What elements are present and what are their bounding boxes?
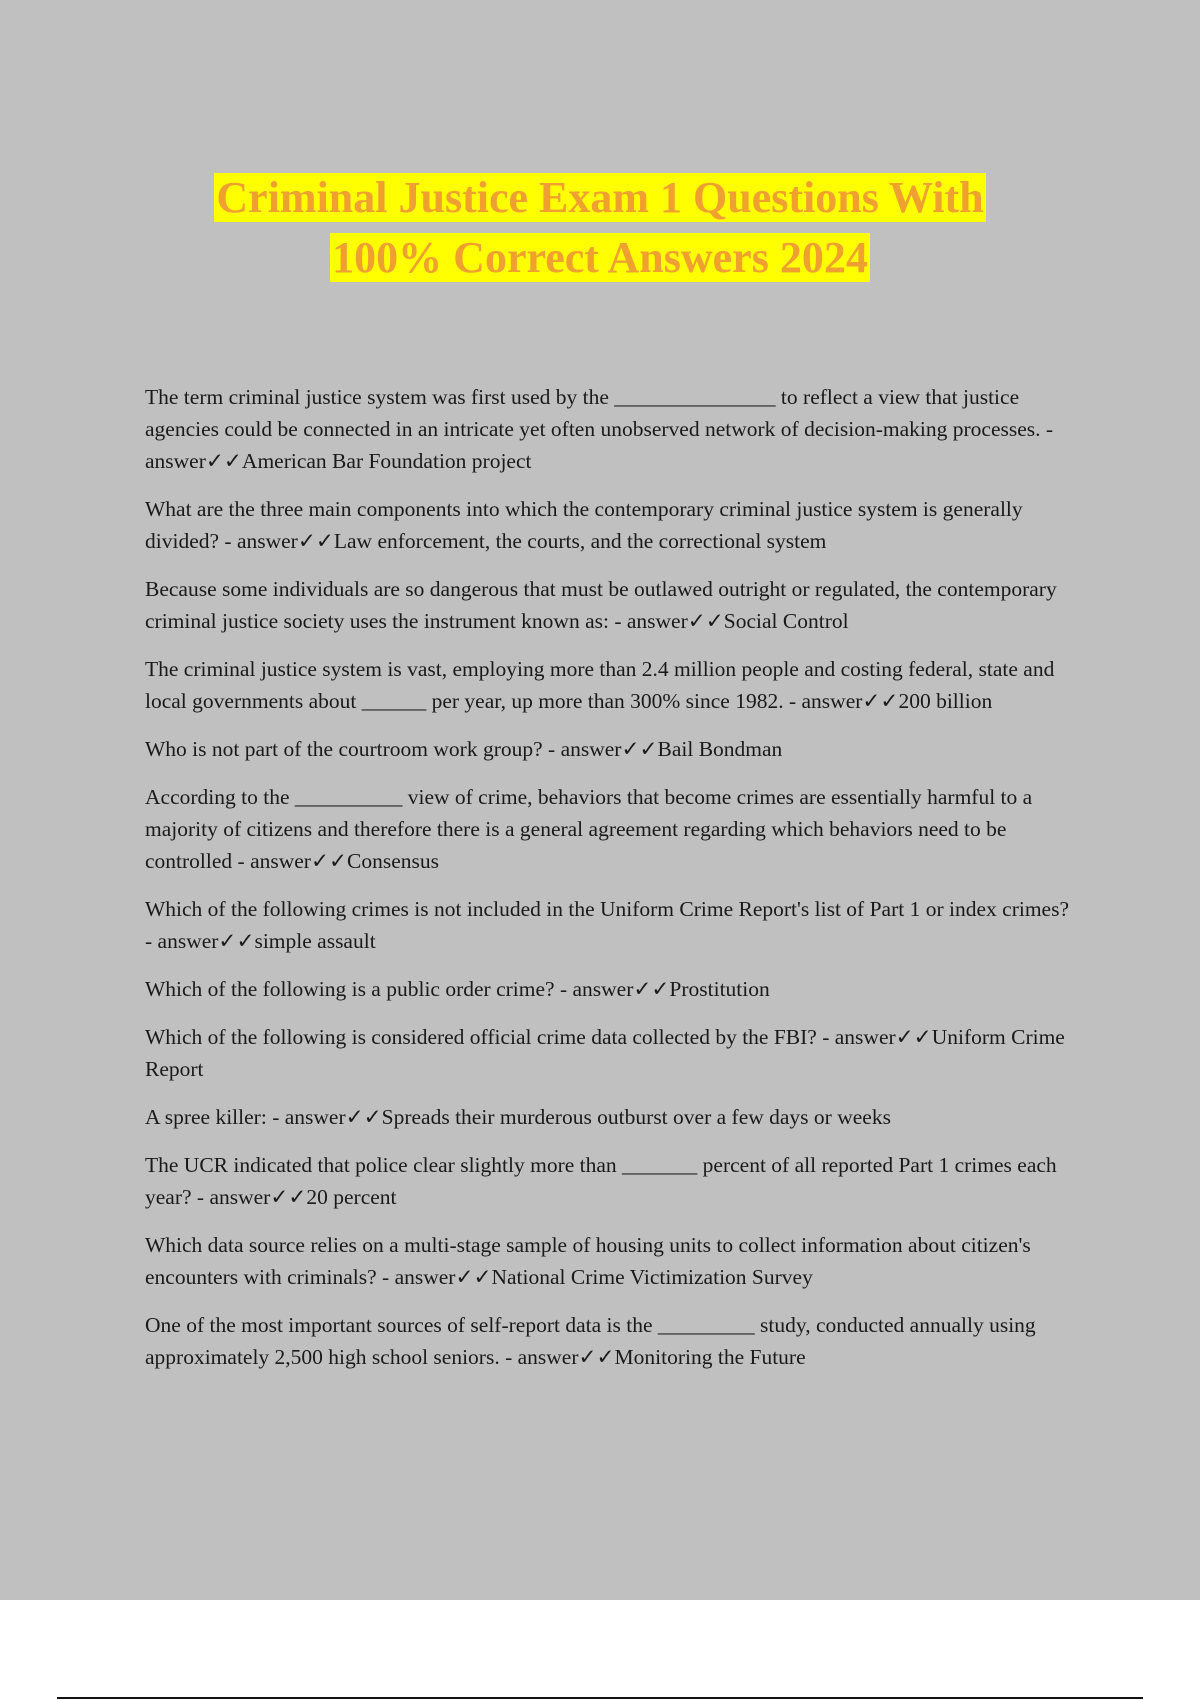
answer-text: Bail Bondman: [657, 737, 783, 761]
answer-text: Monitoring the Future: [614, 1345, 806, 1369]
qa-item: [145, 893, 1080, 957]
question-text: Who is not part of the courtroom work group?: [145, 737, 543, 761]
answer-text: Consensus: [347, 849, 439, 873]
question-text: According to the __________ view of crime, behaviors that become crimes are essentially harmful to a majority of citizens and therefore there is a general agreement regarding which behaviors need to be controlled: [145, 785, 1033, 873]
qa-item: [145, 573, 1080, 637]
answer-marker: - answer✓✓: [145, 929, 255, 953]
answer-text: Law enforcement, the courts, and the correctional system: [333, 529, 827, 553]
answer-text: simple assault: [254, 929, 376, 953]
qa-item: [145, 1021, 1080, 1085]
title-line-1: Criminal Justice Exam 1 Questions With: [216, 173, 984, 222]
qa-item: [145, 1309, 1080, 1373]
answer-marker: - answer✓✓: [499, 1345, 615, 1369]
answer-marker: - answer✓✓: [542, 737, 658, 761]
question-text: Which of the following crimes is not included in the Uniform Crime Report's list of Part 1 or index crimes?: [145, 897, 1070, 921]
question-text: A spree killer:: [145, 1105, 267, 1129]
answer-text: National Crime Victimization Survey: [491, 1265, 813, 1289]
qa-item: [145, 1149, 1080, 1213]
qa-item: [145, 1101, 1080, 1133]
qa-item: [145, 381, 1080, 477]
qa-list: [145, 381, 1080, 1389]
title-line-2: 100% Correct Answers 2024: [332, 233, 868, 282]
answer-text: Social Control: [723, 609, 849, 633]
answer-marker: - answer✓✓: [232, 849, 347, 873]
document-title: [0, 168, 1200, 288]
answer-marker: - answer✓✓: [266, 1105, 382, 1129]
question-text: The term criminal justice system was first used by the _______________ to reflect a view that justice agencies could be connected in an intricate yet often unobserved network of decision-making processes.: [145, 385, 1041, 441]
qa-item: [145, 733, 1080, 765]
question-text: Which data source relies on a multi-stage sample of housing units to collect information about citizen's encounters with criminals?: [145, 1233, 1031, 1289]
answer-marker: - answer✓✓: [816, 1025, 932, 1049]
qa-item: [145, 493, 1080, 557]
question-text: The UCR indicated that police clear slightly more than _______ percent of all reported Part 1 crimes each year?: [145, 1153, 1057, 1209]
answer-text: 200 billion: [898, 689, 993, 713]
answer-marker: - answer✓✓: [191, 1185, 307, 1209]
answer-marker: - answer✓✓: [608, 609, 724, 633]
question-text: What are the three main components into which the contemporary criminal justice system is generally divided?: [145, 497, 1023, 553]
answer-marker: - answer✓✓: [554, 977, 670, 1001]
answer-text: Spreads their murderous outburst over a few days or weeks: [381, 1105, 891, 1129]
answer-marker: - answer✓✓: [219, 529, 334, 553]
question-text: The criminal justice system is vast, employing more than 2.4 million people and costing federal, state and local governments about ______ per year, up more than 300% since 1982.: [145, 657, 1055, 713]
qa-item: [145, 1229, 1080, 1293]
question-text: One of the most important sources of self-report data is the _________ study, conducted annually using approximately 2,500 high school seniors.: [145, 1313, 1036, 1369]
answer-text: Prostitution: [669, 977, 770, 1001]
qa-item: [145, 653, 1080, 717]
answer-text: American Bar Foundation project: [241, 449, 532, 473]
title-block: [0, 168, 1200, 288]
qa-item: [145, 973, 1080, 1005]
answer-text: Uniform Crime Report: [145, 1025, 1065, 1081]
answer-marker: - answer✓✓: [376, 1265, 492, 1289]
answer-marker: - answer✓✓: [145, 417, 1054, 473]
question-text: Which of the following is a public order crime?: [145, 977, 555, 1001]
question-text: Because some individuals are so dangerous that must be outlawed outright or regulated, the contemporary criminal justice society uses the instrument known as:: [145, 577, 1057, 633]
qa-item: [145, 781, 1080, 877]
question-text: Which of the following is considered official crime data collected by the FBI?: [145, 1025, 817, 1049]
answer-marker: - answer✓✓: [783, 689, 899, 713]
answer-text: 20 percent: [306, 1185, 397, 1209]
page-divider: [57, 1697, 1143, 1699]
